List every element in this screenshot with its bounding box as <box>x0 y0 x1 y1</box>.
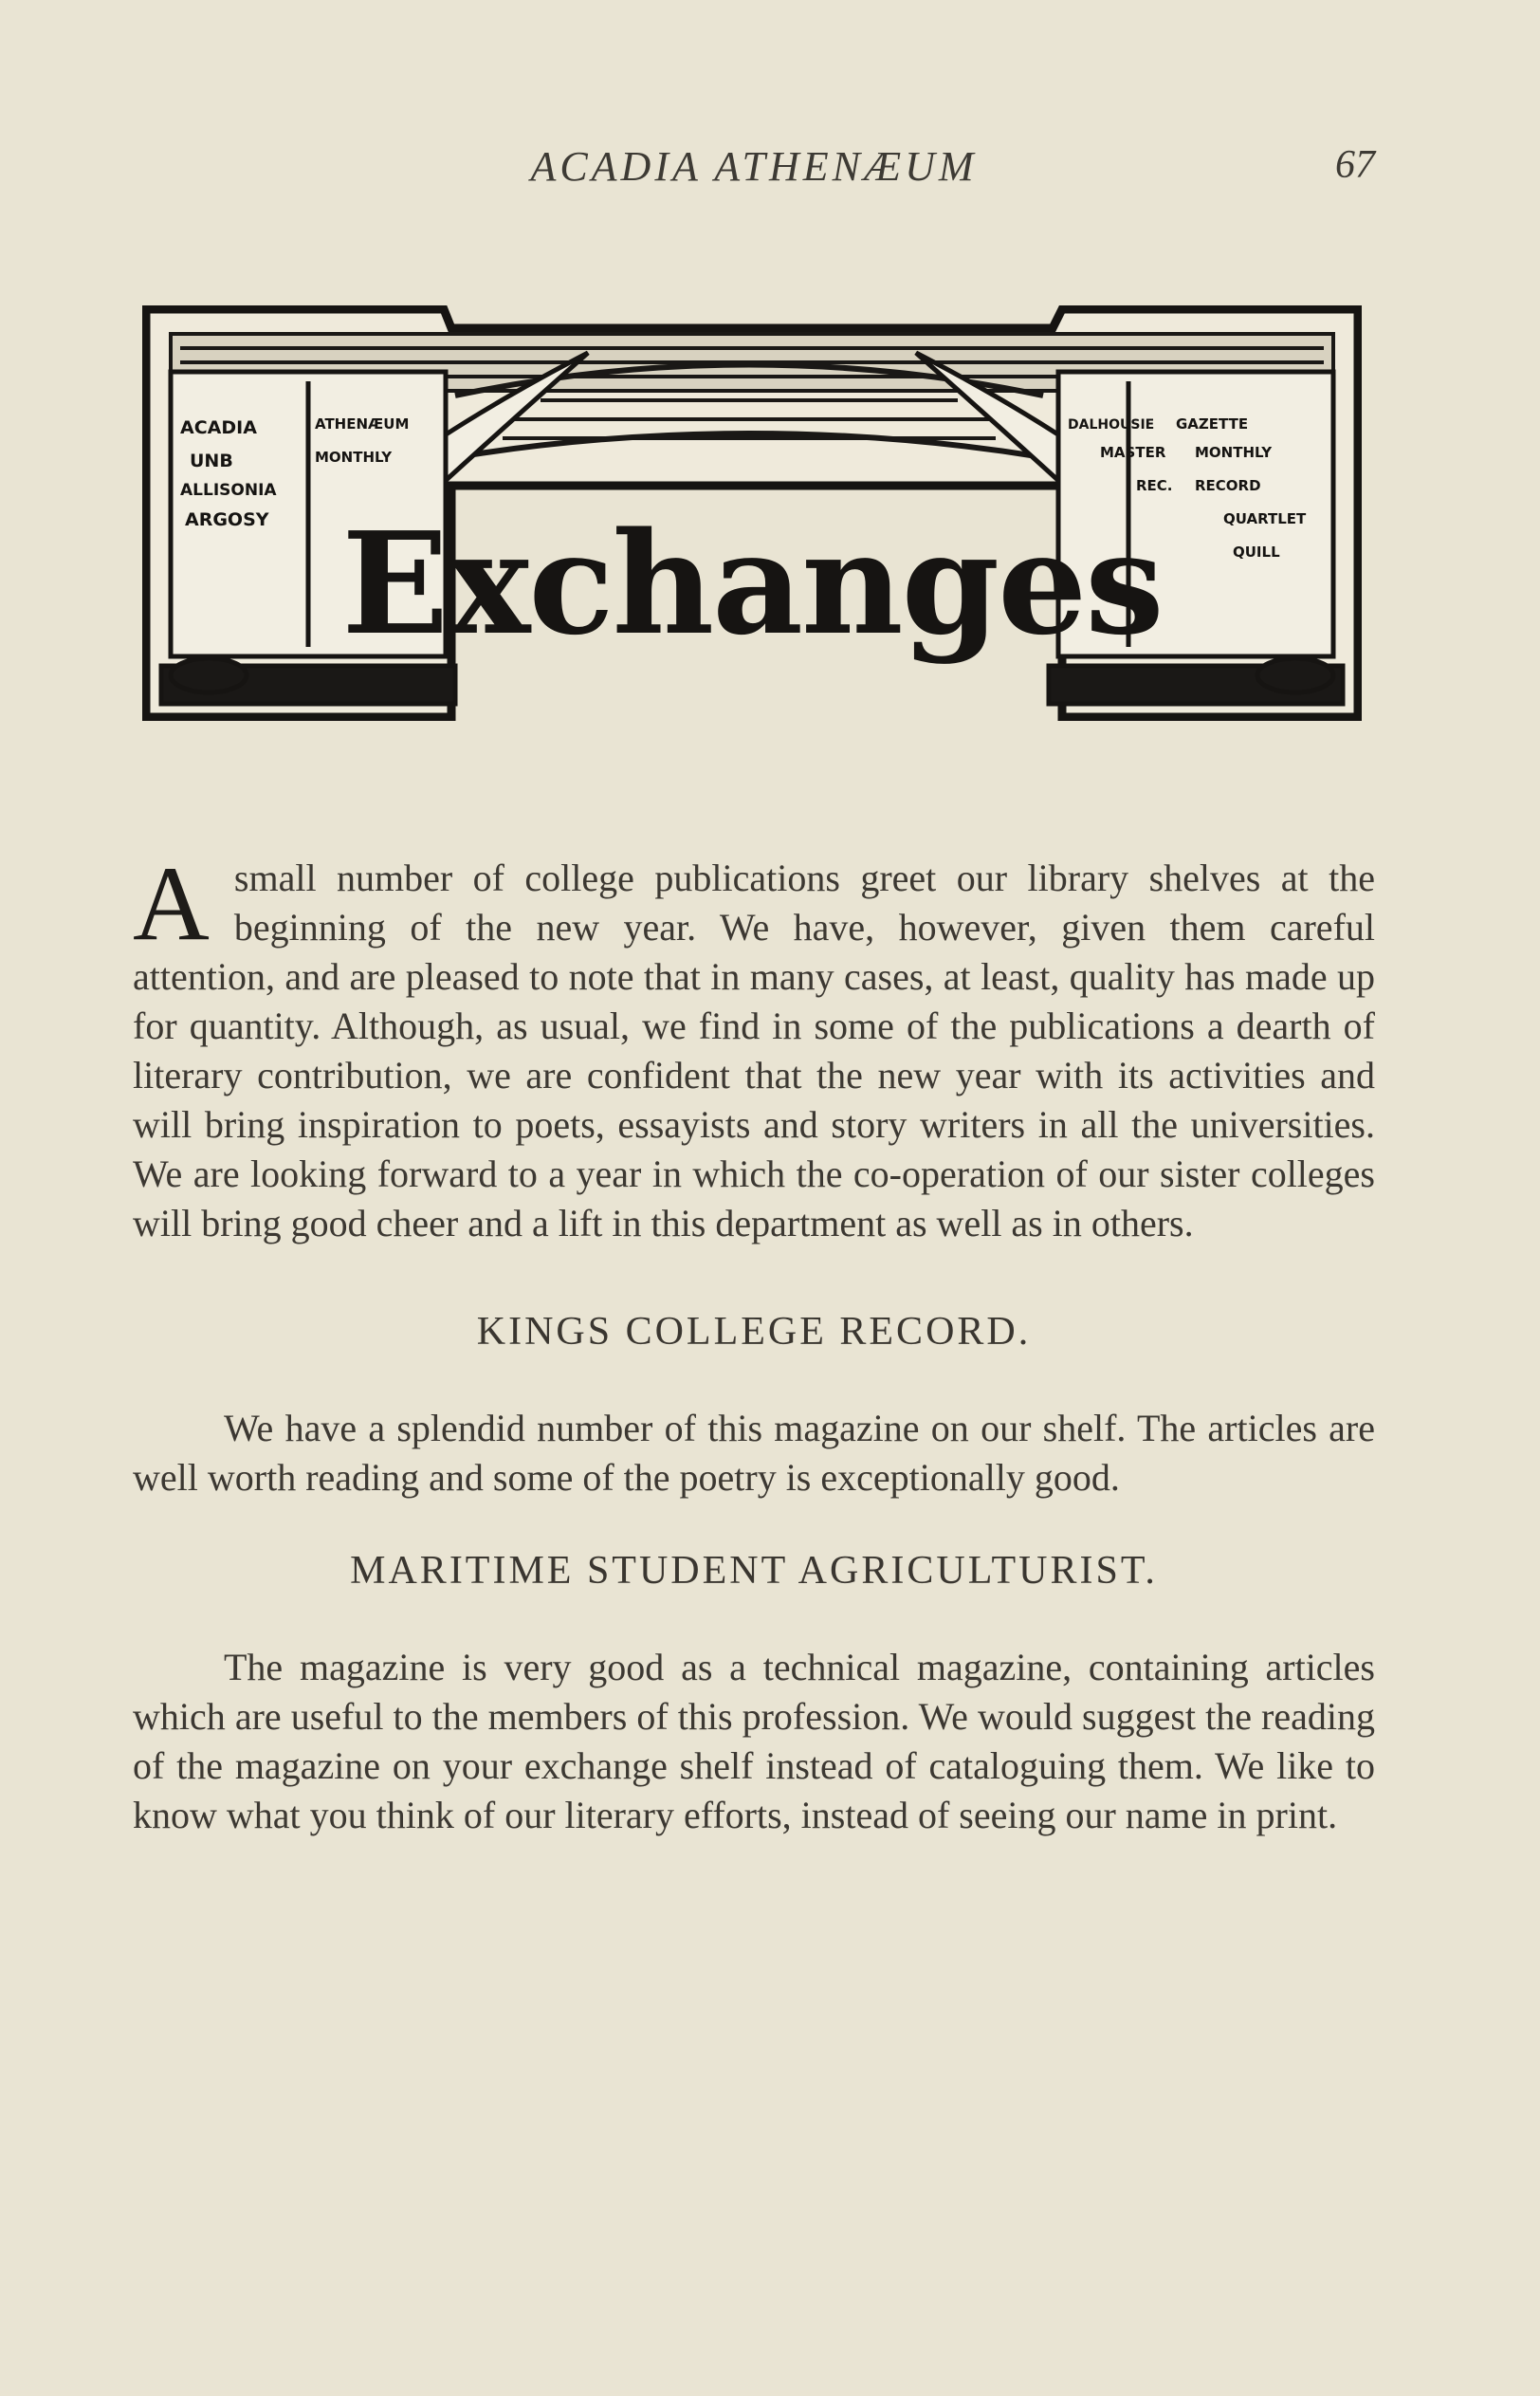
right-book-label: RECORD <box>1195 477 1261 494</box>
drop-cap: A <box>133 845 210 963</box>
left-book-label: MONTHLY <box>315 449 393 466</box>
right-book-label: QUARTLET <box>1223 510 1307 527</box>
right-book-label: QUILL <box>1233 544 1280 561</box>
right-book-label: GAZETTE <box>1176 415 1249 433</box>
section-paragraph: The magazine is very good as a technical magazine, containing articles which are useful to the members of this profession. We would suggest the reading of the magazine on your exchange shelf instead of cataloguing them. We like to know what you think of our literary efforts, instead of seeing our name in print. <box>133 1646 1375 1836</box>
left-book-label: ALLISONIA <box>180 481 277 500</box>
right-book-label: DALHOUSIE <box>1068 417 1155 433</box>
running-head <box>133 142 1375 199</box>
intro-paragraph <box>133 845 1375 1248</box>
intro-text: small number of college publications greet our library shelves at the beginning of the new year. We have, however, given them careful attention, and are pleased to note that in many cases, at least, quality has made up for quantity. Although, as usual, we find in some of the publications a dearth of literary contribution, we are confident that the new year with its activities and will bring inspiration to poets, essayists and story writers in all the universities. We are looking forward to a year in which the co-operation of our sister colleges will bring good cheer and a lift in this department as well as in others. <box>133 857 1375 1244</box>
right-book-label: REC. <box>1136 477 1173 494</box>
journal-title: ACADIA ATHENÆUM <box>530 143 978 190</box>
article-body <box>133 845 1375 1840</box>
section-heading: KINGS COLLEGE RECORD. <box>476 1310 1032 1354</box>
section-heading: MARITIME STUDENT AGRICULTURIST. <box>350 1549 1158 1593</box>
left-book-label: ARGOSY <box>185 509 269 530</box>
left-book-label: ACADIA <box>180 417 257 438</box>
page-number: 67 <box>1335 143 1375 187</box>
banner-title: Exchanges <box>341 501 1163 666</box>
section-paragraph: We have a splendid number of this magazine on our shelf. The articles are well worth reading and some of the poetry is exceptionally good. <box>133 1407 1375 1499</box>
left-book-label: ATHENÆUM <box>315 415 410 433</box>
exchanges-banner-illustration <box>142 305 1362 721</box>
left-book-label: UNB <box>190 451 233 471</box>
right-book-label: MONTHLY <box>1195 444 1273 461</box>
right-book-label: MASTER <box>1100 444 1166 461</box>
